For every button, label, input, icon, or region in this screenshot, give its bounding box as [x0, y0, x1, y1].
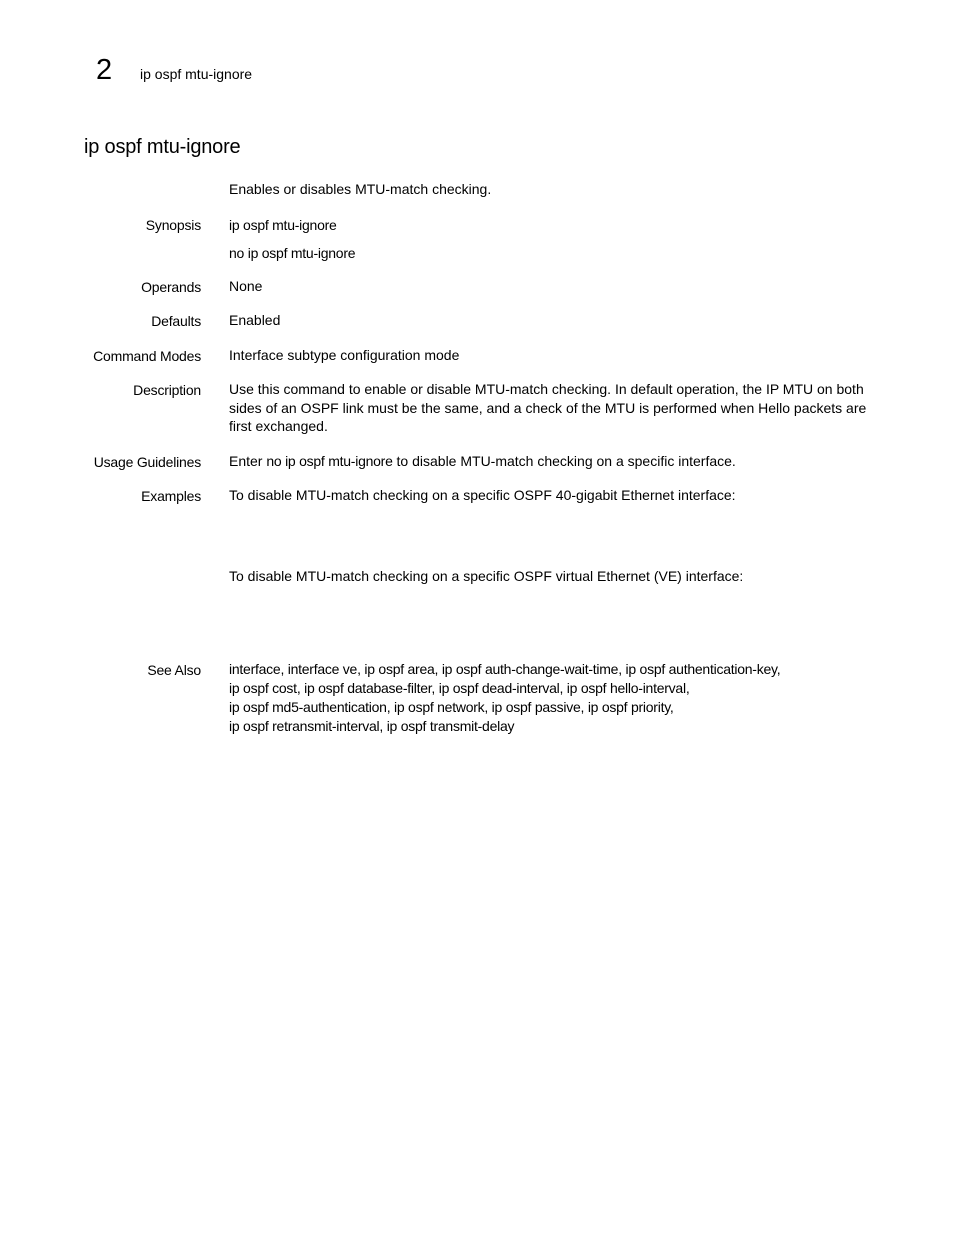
example-1-text: To disable MTU-match checking on a specific OSPF 40-gigabit Ethernet interface:	[229, 487, 736, 503]
command-modes-label: Command Modes	[93, 348, 201, 364]
usage-guidelines-text	[229, 452, 869, 471]
description-label: Description	[133, 382, 201, 398]
see-also-line-3: ip ospf md5-authentication, ip ospf network, ip ospf passive, ip ospf priority,	[229, 699, 674, 715]
command-title: ip ospf mtu-ignore	[84, 136, 241, 158]
usage-guidelines-label: Usage Guidelines	[93, 454, 201, 470]
usage-suffix: to disable MTU-match checking on a specific interface.	[392, 453, 736, 469]
synopsis-command: ip ospf mtu-ignore	[229, 217, 337, 233]
command-summary: Enables or disables MTU-match checking.	[229, 181, 492, 197]
see-also-line-4: ip ospf retransmit-interval, ip ospf transmit-delay	[229, 718, 515, 734]
see-also-line-1: interface, interface ve, ip ospf area, ip ospf auth-change-wait-time, ip ospf authentication-key,	[229, 661, 781, 677]
chapter-number: 2	[96, 54, 113, 86]
usage-command: no ip ospf mtu-ignore	[266, 453, 393, 469]
see-also-line-2: ip ospf cost, ip ospf database-filter, ip ospf dead-interval, ip ospf hello-interval,	[229, 680, 690, 696]
command-modes-text: Interface subtype configuration mode	[229, 347, 460, 363]
usage-prefix: Enter	[229, 453, 267, 469]
examples-label: Examples	[141, 488, 201, 504]
see-also-label: See Also	[147, 662, 201, 678]
operands-text: None	[229, 278, 263, 294]
running-header-title: ip ospf mtu-ignore	[140, 66, 253, 82]
defaults-label: Defaults	[151, 313, 201, 329]
defaults-text: Enabled	[229, 312, 281, 328]
synopsis-no-command: no ip ospf mtu-ignore	[229, 245, 356, 261]
operands-label: Operands	[141, 279, 201, 295]
example-2-text: To disable MTU-match checking on a specific OSPF virtual Ethernet (VE) interface:	[229, 568, 744, 584]
description-text: Use this command to enable or disable MTU-match checking. In default operation, the IP MTU on both sides of an OSPF link must be the same, and a check of the MTU is performed when Hello packets are first exchanged.	[229, 381, 867, 434]
synopsis-label: Synopsis	[145, 217, 201, 233]
